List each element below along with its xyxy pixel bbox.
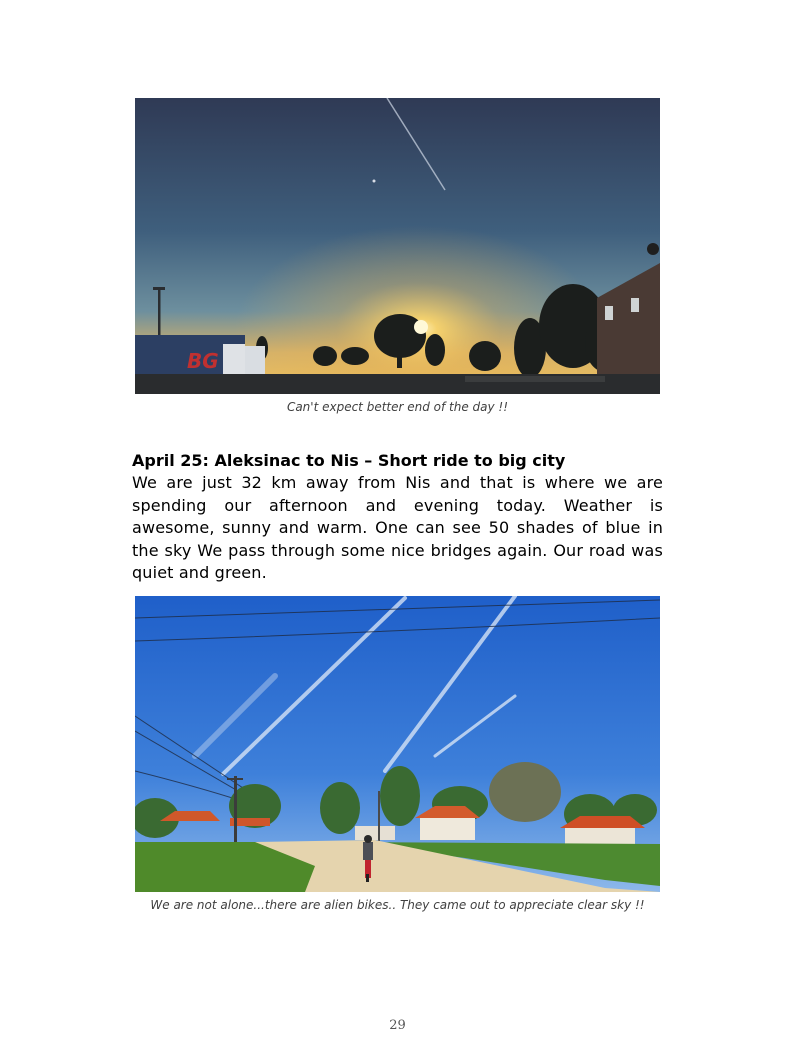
svg-text:BG: BG xyxy=(187,349,219,373)
village-road-photo xyxy=(135,596,660,892)
sunset-photo xyxy=(135,98,660,394)
section-body: We are just 32 km away from Nis and that is where we are spending our afternoon and evening today. Weather is awesome, sunny and warm. One can see 50 shades of blue in the sky We pass through some nice bridges again. Our road was quiet and green. xyxy=(132,473,663,582)
page-number: 29 xyxy=(389,1018,406,1033)
photo-caption: Can't expect better end of the day !! xyxy=(286,400,509,414)
photo-caption: We are not alone...there are alien bikes.. They came out to appreciate clear sky !! xyxy=(150,898,645,912)
section-heading: April 25: Aleksinac to Nis – Short ride to big city xyxy=(132,451,566,470)
